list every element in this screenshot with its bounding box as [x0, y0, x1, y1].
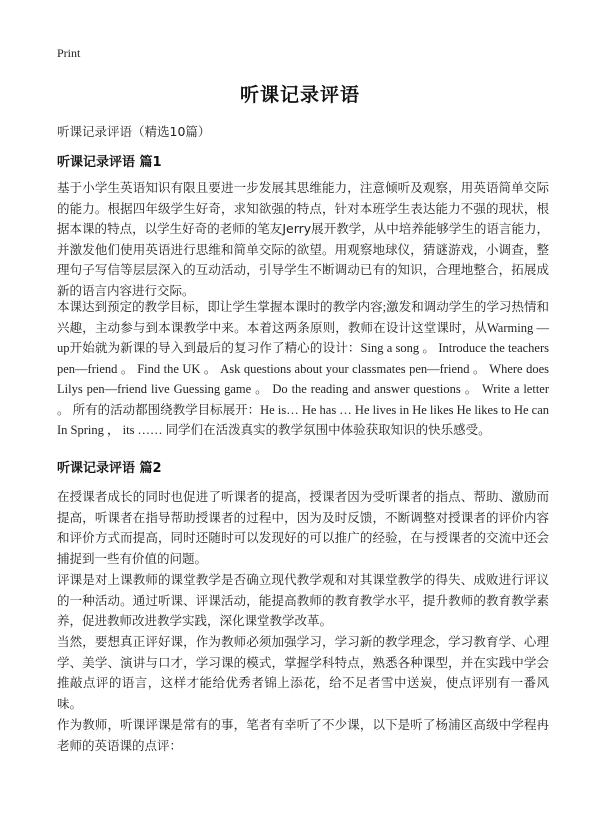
paragraph: 评课是对上课教师的课堂教学是否确立现代教学观和对其课堂教学的得失、成败进行评议的一种活动。通过听课、评课活动，能提高教师的教育教学水平，提升教师的教育教学素养，促进教师改进教学实践，深化课堂教学改革。: [57, 572, 549, 628]
section-heading-2: 听课记录评语 篇2: [57, 461, 162, 476]
document-title: 听课记录评语: [239, 84, 360, 106]
paragraph: 在授课者成长的同时也促进了听课者的提高，授课者因为受听课者的指点、帮助、激励而提高，听课者在指导帮助授课者的过程中，因为及时反馈，不断调整对授课者的评价内容和评价方式而提高，同时还随时可以发现好的可以推广的经验，在与授课者的交流中还会捕捉到一些有价值的问题。: [57, 489, 549, 566]
paragraph: 基于小学生英语知识有限且要进一步发展其思维能力，注意倾听及观察，用英语简单交际的能力。根据四年级学生好奇，求知欲强的特点，针对本班学生表达能力不强的现状，根据本课的特点，以学生好奇的老师的笔友Jerry展开教学，从中培养能够学生的语言能力，并激发他们使用英语进行思维和简单交际的欲望。用观察地球仪，猜谜游戏，小调查，整理句子写信等层层深入的互动活动，引导学生不断调动已有的知识，合理地整合，拓展成新的语言内容进行交际。: [57, 180, 549, 298]
document-subtitle: 听课记录评语（精选10篇）: [57, 124, 211, 139]
paragraph: 本课达到预定的教学目标，即让学生掌握本课时的教学内容;激发和调动学生的学习热情和兴趣，主动参与到本课教学中来。本着这两条原则，教师在设计这堂课时，从Warming —up开始就为新课的导入到最后的复习作了精心的设计：Sing a song 。 Introduce the teachers pen—friend 。 Find the UK 。 Ask questions about your classmates pen—friend 。 Where does Lilys pen—friend live Guessing game 。 Do the reading and answer questions 。 Write a letter 。 所有的活动都围绕教学目标展开：He is… He has … He lives in He likes He likes to He can In Spring ， its …… 同学们在活泼真实的教学氛围中体验获取知识的快乐感受。: [57, 300, 549, 437]
paragraph: 作为教师，听课评课是常有的事，笔者有幸听了不少课，以下是听了杨浦区高级中学程冉老师的英语课的点评：: [57, 717, 549, 753]
paragraph: 当然，要想真正评好课，作为教师必须加强学习，学习新的教学理念，学习教育学、心理学、美学、演讲与口才，学习课的模式，掌握学科特点，熟悉各种课型，并在实践中学会推敲点评的语言，这样才能给优秀者锦上添花，给不足者雪中送炭，使点评别有一番风味。: [57, 634, 549, 711]
section-heading-1: 听课记录评语 篇1: [57, 155, 162, 170]
print-link[interactable]: Print: [57, 46, 81, 60]
